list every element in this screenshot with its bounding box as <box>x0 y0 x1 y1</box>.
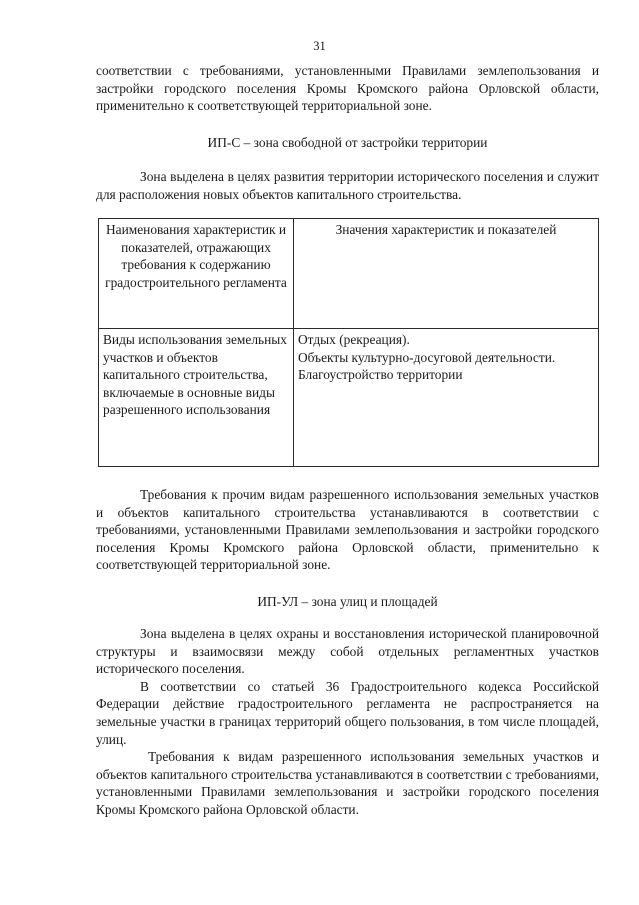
table-header-row <box>99 219 599 329</box>
paragraph-other-uses <box>96 486 599 574</box>
regulation-table <box>98 218 599 467</box>
page-number: 31 <box>313 39 326 53</box>
table-header-cell: Значения характеристик и показателей <box>294 219 599 329</box>
zone-heading-ip-s: ИП-С – зона свободной от застройки территории <box>207 135 488 150</box>
paragraph-text: Зона выделена в целях развития территории исторического поселения и служит для расположения новых объектов капитального строительства. <box>96 169 599 202</box>
table-cell-line: Благоустройство территории <box>298 367 463 383</box>
table-cell-line: Объекты культурно-досуговой деятельности. <box>298 349 556 365</box>
paragraph-text: Требования к прочим видам разрешенного использования земельных участков и объектов капитального строительства устанавливаются в соответствии с требованиями, установленными Правилами землепользования и застройки городского поселения Кромы Кромского района Орловской области, применительно к соответствующей территориальной зоне. <box>96 487 599 573</box>
paragraph-zone-ip-ul <box>96 625 599 819</box>
paragraph-text: Зона выделена в целях охраны и восстановления исторической планировочной структуры и взаимосвязи между собой отдельных регламентных участков исторического поселения. <box>96 626 599 677</box>
table-row <box>99 329 599 467</box>
paragraph-continuation <box>96 62 599 115</box>
table-cell-line: Отдых (рекреация). <box>298 332 410 347</box>
table-cell <box>294 329 599 467</box>
paragraph-text: соответствии с требованиями, установленными Правилами землепользования и застройки городского поселения Кромы Кромского района Орловской области, применительно к соответствующей территориальной зоне. <box>96 63 599 114</box>
table-header-cell: Наименования характеристик и показателей, отражающих требования к содержанию градостроительного регламента <box>99 219 294 329</box>
paragraph-text: Требования к видам разрешенного использования земельных участков и объектов капитального строительства устанавливаются в соответствии с требованиями, установленными Правилами землепользования и застройки городского поселения Кромы Кромского района Орловской области. <box>96 749 599 817</box>
zone-heading-ip-ul: ИП-УЛ – зона улиц и площадей <box>257 594 438 609</box>
table-cell: Виды использования земельных участков и объектов капитального строительства, включаемые в основные виды разрешенного использования <box>99 329 294 467</box>
paragraph-text: В соответствии со статьей 36 Градостроительного кодекса Российской Федерации действие градостроительного регламента не распространяется на земельные участки в границах территорий общего пользования, в том числе площадей, улиц. <box>96 678 599 747</box>
paragraph-zone-ip-s <box>96 168 599 203</box>
